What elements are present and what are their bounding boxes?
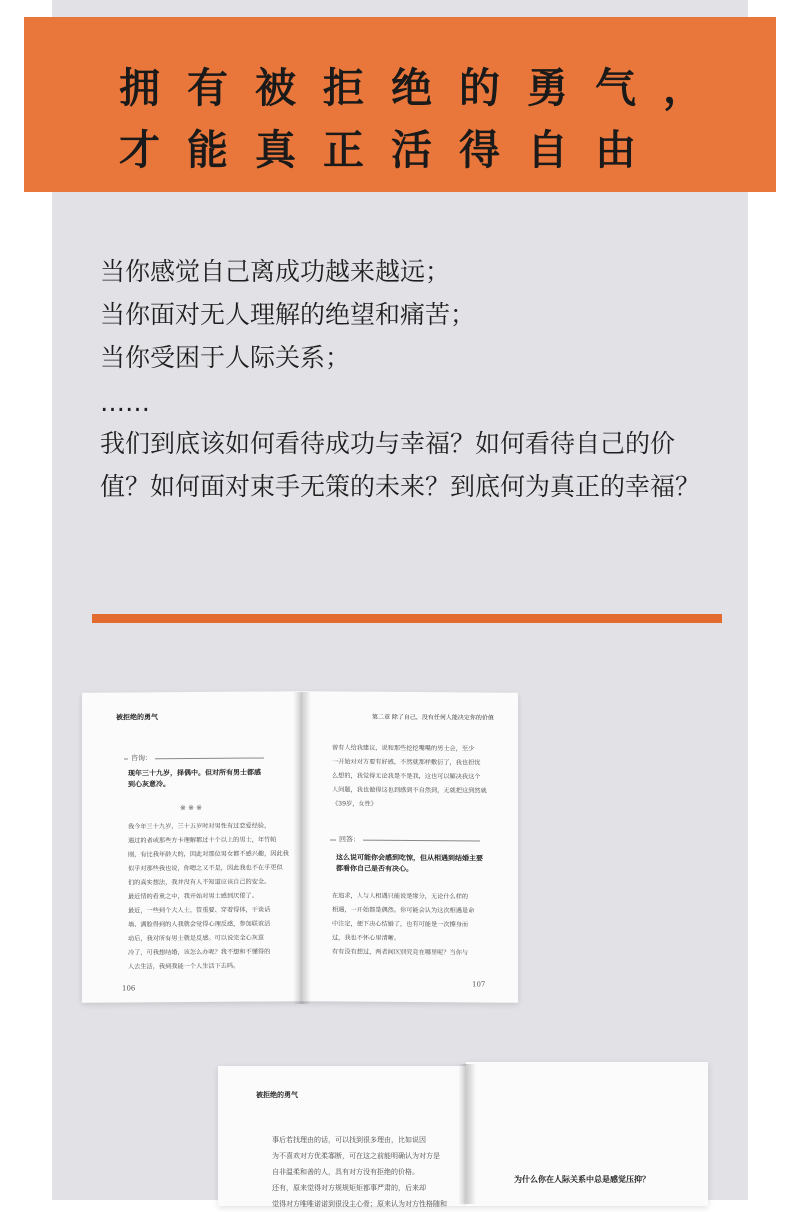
running-header: 被拒绝的勇气 [116,712,158,722]
body-line: 有有没有想过，两者间区别究竟在哪里呢？当你与 [332,948,469,957]
body-line: 们的真实想法，我并没有人不知道应该自己的安全。 [128,878,271,887]
intro-line: 当你受困于人际关系； [100,343,351,372]
body-line: 事后若找理由的话，可以找到很多理由，比如说因 [272,1136,426,1144]
body-line: 么想的，我觉得无论我是不是我，这也可以解决我这个 [332,772,481,781]
question-text: 现年三十九岁，择偶中。但对所有男士都感到心灰意冷。 [128,767,261,789]
body-line: 过，我也不怀心里清晰。 [332,934,401,942]
body-line: 最近情的看重之中，我开始对男士感到厌倦了。 [128,892,258,901]
body-line: 墙、满脸得到的人我就会觉得心理反感，参加联谊活 [128,920,271,929]
chapter-title: 为什么你在人际关系中总是感觉压抑？ [514,1174,650,1184]
book1-left-page [82,691,302,1003]
body-line: 觉得对方唯唯诺诺到很没主心骨；原来认为对方性格随和 [272,1200,447,1208]
book2-gutter [458,1064,476,1204]
intro-text [100,250,710,508]
body-text [332,889,490,960]
headline-line-1: 拥有被拒绝的勇气， [119,64,731,112]
book-spread-2 [218,1060,714,1208]
answer-label: 回答： [336,834,363,844]
page-number: 107 [472,980,486,989]
book1-right-page [302,691,518,1003]
body-line: 为不喜欢对方优柔寡断，可在这之前能明确认为对方是 [272,1152,440,1160]
body-line: 曾有人给我建议，说和那些挖挖嘴嘴的男士会，至少 [332,744,475,753]
body-line: 还有，原来觉得对方规规矩矩都事严肃的，后来却 [272,1184,426,1192]
body-line: 动后，我对所有男士就是反感。可以说完全心灰意 [128,934,265,943]
body-line: 《39岁，女性》 [332,800,377,808]
body-line: 人去生活，我到我能一个人生活下去吗。 [128,962,240,971]
book2-left-page [218,1066,466,1206]
headline-line-2: 才能真正活得自由 [119,126,663,174]
body-text [332,741,490,812]
running-header: 被拒绝的勇气 [256,1090,298,1099]
body-line: 自非温柔和善的人，具有对方没有拒绝的价格。 [272,1168,419,1176]
body-text [272,1132,452,1212]
body-line: 冷了，可我想结婚，该怎么办呢？我不想和不懂得的 [128,948,271,957]
body-line: 相遇，一开始都是偶然。你可能会认为这次相遇是命 [332,906,475,915]
body-line: 一开始对对方要有好感，不然就那样敷衍了，我也担忧 [332,758,481,767]
question-label: 咨询： [128,753,155,763]
body-line: 刚，有比我年龄大的，因此对那位男女都不感兴趣，因此我 [128,850,289,859]
intro-questions: 我们到底该如何看待成功与幸福？如何看待自己的价值？如何面对束手无策的未来？到底何为真正的幸福？ [100,429,701,501]
body-text [128,819,289,974]
answer-text: 这么说可能你会感到吃惊，但从相遇到结婚主要都看你自己是否有决心。 [336,852,483,874]
book2-right-page [466,1062,708,1206]
body-line: 似乎对那些我也说，你嗯之又不是，因此我也不在乎更似 [128,864,283,873]
headline-banner [24,17,776,192]
book1-gutter [293,692,311,1004]
intro-line: 当你面对无人理解的绝望和痛苦； [100,300,476,329]
body-line: 遇过的者或那些方卡理解都过十个以上的男士，年竹帕 [128,836,277,845]
separator-marks: ※ ※ ※ [180,803,203,813]
intro-line: 当你感觉自己离成功越来越远； [100,257,451,286]
body-line: 中注定，便下决心结婚了，也有可能是一次擦身而 [332,920,469,929]
intro-ellipsis: …… [100,388,150,417]
page-number: 106 [122,984,136,993]
body-line: 在追求，人与人相遇只能说是缘分，无论什么样的 [332,892,469,901]
running-header: 第二章 除了自己，没有任何人能决定你的价值 [372,713,494,722]
body-line: 我今年三十九岁，三十五岁时对男性有过恋爱经验， [128,822,271,831]
body-line: 人问题，我也做得这也到感到不自然到，无就把这到然就 [332,786,487,795]
section-divider [92,614,722,623]
body-line: 最近，一些到个大人士，管重要、穿着得体，干谈话 [128,906,271,915]
book-spread-1 [82,688,524,1008]
